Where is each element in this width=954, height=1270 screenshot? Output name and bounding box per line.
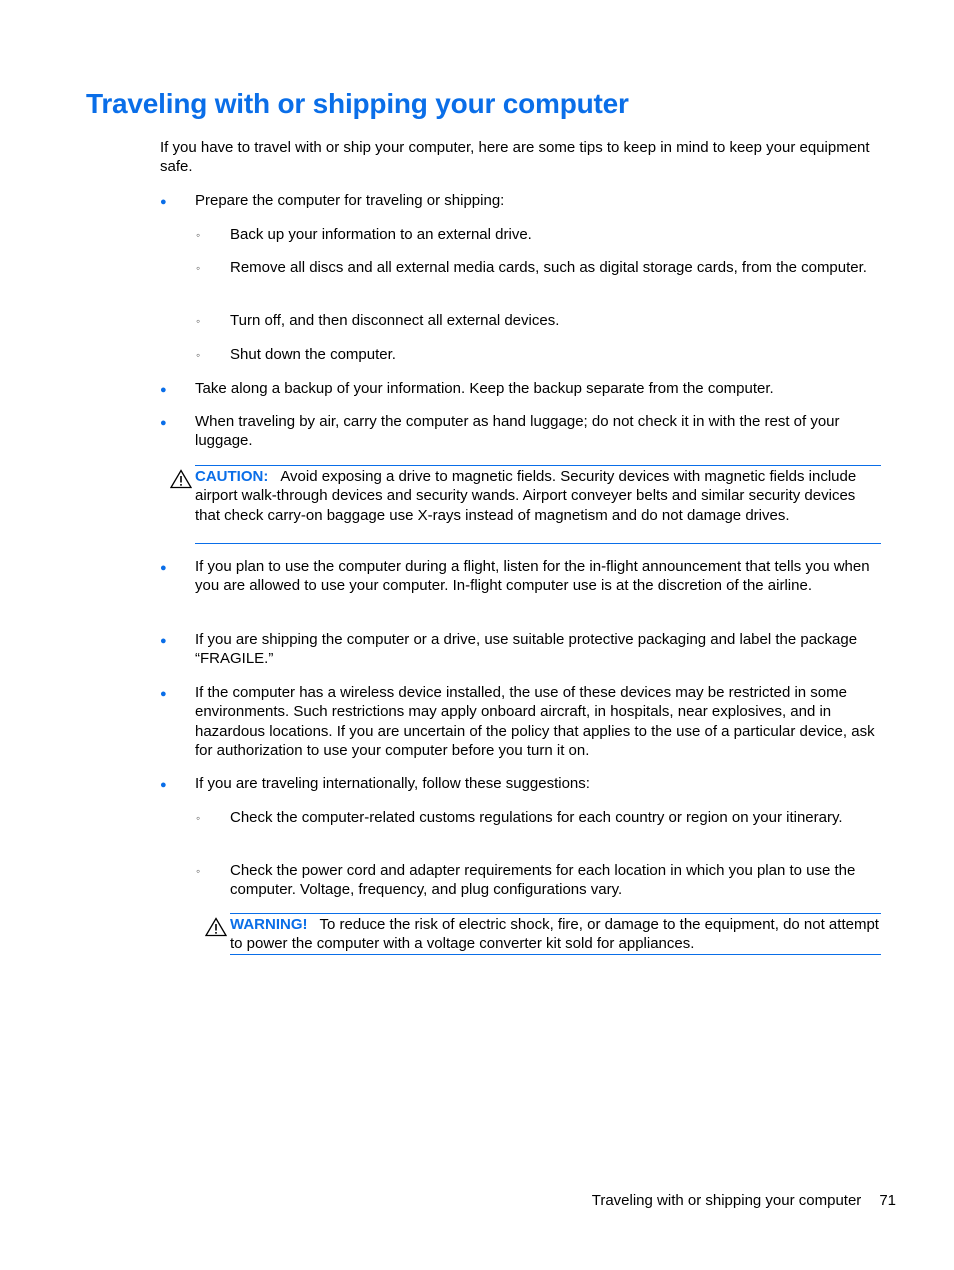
bullet-icon: ● bbox=[160, 779, 167, 791]
intro-paragraph: If you have to travel with or ship your computer, here are some tips to keep in mind to keep your equipment safe. bbox=[160, 139, 870, 176]
sub-bullet-icon: ◦ bbox=[196, 261, 201, 275]
list-item-text: If you are shipping the computer or a drive, use suitable protective packaging and label the package “FRAGILE.” bbox=[195, 631, 858, 668]
sub-bullet-icon: ◦ bbox=[196, 811, 201, 825]
bullet-icon: ● bbox=[160, 417, 167, 429]
caution-label: CAUTION: bbox=[195, 468, 269, 485]
sub-bullet-icon: ◦ bbox=[196, 314, 201, 328]
bullet-icon: ● bbox=[160, 196, 167, 208]
caution-triangle-icon bbox=[170, 469, 192, 489]
page-number: 71 bbox=[879, 1192, 896, 1209]
bullet-icon: ● bbox=[160, 688, 167, 700]
sub-bullet-icon: ◦ bbox=[196, 348, 201, 362]
page-footer bbox=[0, 1192, 896, 1209]
sub-list-item-text: Remove all discs and all external media cards, such as digital storage cards, from the computer. bbox=[230, 259, 867, 276]
sub-list-item-text: Check the power cord and adapter requirements for each location in which you plan to use the computer. Voltage, frequency, and plug configurations vary. bbox=[230, 862, 856, 899]
caution-text: Avoid exposing a drive to magnetic fields. Security devices with magnetic fields include airport walk-through devices and security wands. Airport conveyer belts and similar security devices that check carry-on baggage use X-rays instead of magnetism and do not damage drives. bbox=[195, 468, 857, 524]
warning-label: WARNING! bbox=[230, 916, 308, 933]
list-item-text: Take along a backup of your information. Keep the backup separate from the computer. bbox=[195, 380, 774, 397]
list-item-text: When traveling by air, carry the computer as hand luggage; do not check it in with the rest of your luggage. bbox=[195, 413, 840, 450]
warning-text: To reduce the risk of electric shock, fire, or damage to the equipment, do not attempt to power the computer with a voltage converter kit sold for appliances. bbox=[230, 916, 879, 953]
sub-list-item-text: Shut down the computer. bbox=[230, 346, 396, 363]
bullet-icon: ● bbox=[160, 384, 167, 396]
warning-note bbox=[230, 913, 881, 955]
sub-list-item-text: Turn off, and then disconnect all external devices. bbox=[230, 312, 560, 329]
page-title: Traveling with or shipping your computer bbox=[86, 88, 629, 119]
footer-section-title: Traveling with or shipping your computer bbox=[591, 1192, 862, 1209]
sub-list-item-text: Check the computer-related customs regulations for each country or region on your itinerary. bbox=[230, 809, 843, 826]
list-item-text: If the computer has a wireless device installed, the use of these devices may be restricted in some environments. Such restrictions may apply onboard aircraft, in hospitals, near explosives, and in hazardous locations. If you are uncertain of the policy that applies to the use of a particular device, ask for authorization to use your computer before you turn it on. bbox=[195, 684, 875, 759]
list-item-text: If you plan to use the computer during a flight, listen for the in-flight announcement that tells you when you are allowed to use your computer. In-flight computer use is at the discretion of the airline. bbox=[195, 558, 870, 595]
bullet-icon: ● bbox=[160, 635, 167, 647]
sub-bullet-icon: ◦ bbox=[196, 228, 201, 242]
sub-list-item-text: Back up your information to an external drive. bbox=[230, 226, 532, 243]
list-item-text: If you are traveling internationally, follow these suggestions: bbox=[195, 775, 590, 792]
sub-bullet-icon: ◦ bbox=[196, 864, 201, 878]
list-item-text: Prepare the computer for traveling or shipping: bbox=[195, 192, 505, 209]
caution-note bbox=[195, 465, 881, 544]
bullet-icon: ● bbox=[160, 562, 167, 574]
warning-triangle-icon bbox=[205, 917, 227, 937]
